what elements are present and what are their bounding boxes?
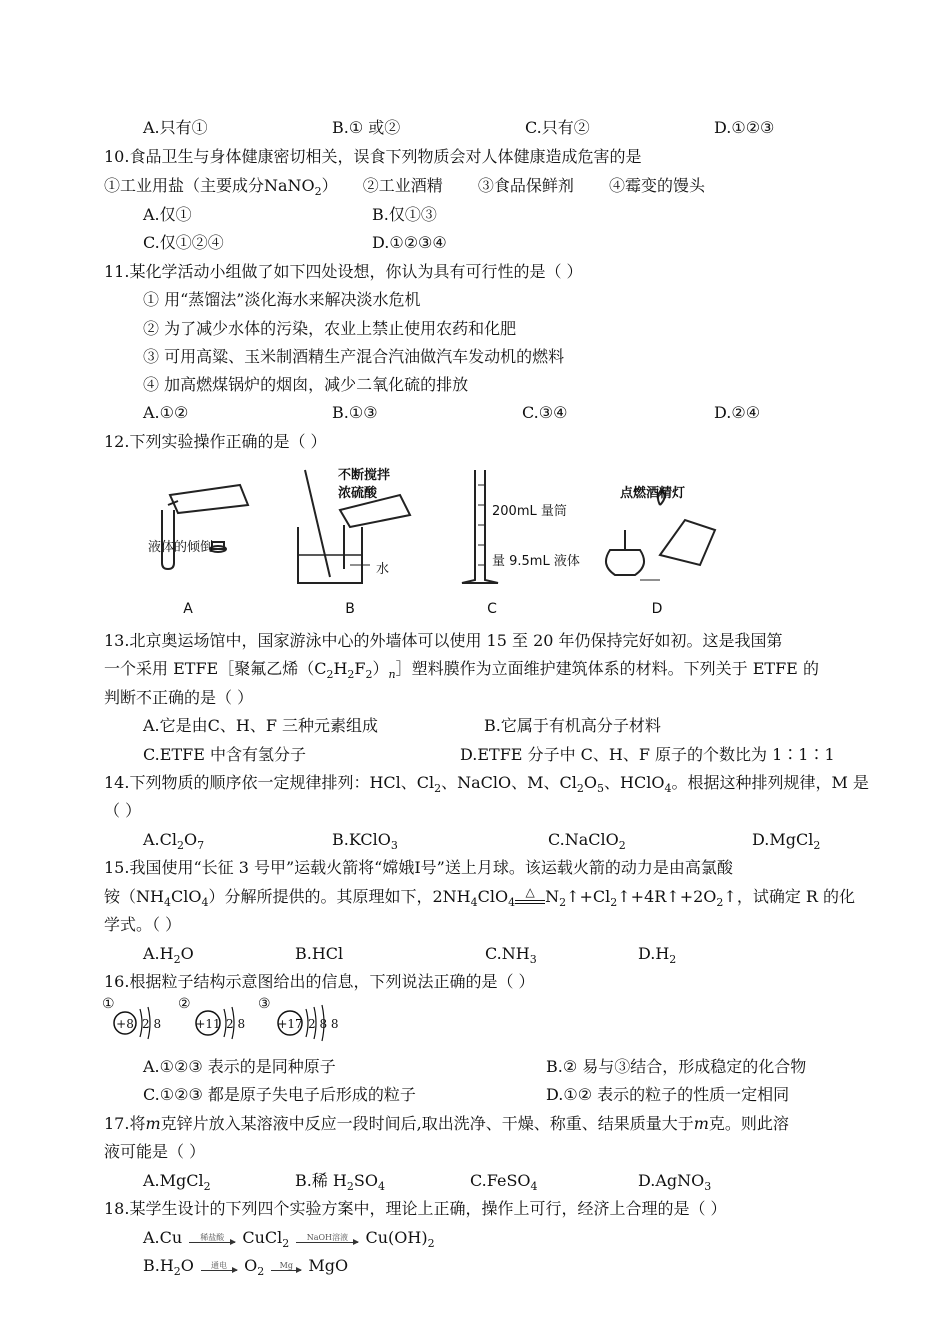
q11-option-c: C.③④	[522, 403, 568, 422]
alcohol-lamp	[606, 550, 644, 575]
q16-option-c: C.①②③ 都是原子失电子后形成的粒子	[143, 1085, 416, 1104]
q17-line-1: 17.将m克锌片放入某溶液中反应一段时间后,取出洗净、干燥、称重、结果质量大于m克。则此溶	[104, 1114, 789, 1133]
q10-items: ①工业用盐（主要成分NaNO$_2$） ②工业酒精 ③食品保鲜剂 ④霉变的馒头	[104, 176, 706, 199]
q9-option-a: A.只有①	[143, 118, 208, 137]
svg-text:③: ③	[258, 996, 271, 1012]
q15-option-c: $C.NH_3$	[485, 944, 537, 967]
q9-option-c: C.只有②	[525, 118, 590, 137]
q15-option-b: B.HCl	[295, 944, 344, 963]
q14-option-a: $A.Cl_2O_7$	[143, 830, 205, 853]
label-lighting: 点燃酒精灯	[620, 486, 686, 501]
q18-stem: 18.某学生设计的下列四个实验方案中，理论上正确，操作上可行，经济上合理的是（ ）	[104, 1199, 727, 1218]
q12-stem: 12.下列实验操作正确的是（ ）	[104, 432, 327, 451]
q18-option-a: A.Cu 稀盐酸 CuCl$_2$ NaOH溶液 $Cu(OH)_2$	[143, 1228, 435, 1251]
fig-label-c: C	[487, 601, 497, 617]
q10-option-c: C.仅①②④	[143, 233, 224, 252]
q17-option-d: D.AgNO$_3$	[638, 1171, 712, 1194]
q9-option-b: B.① 或②	[332, 118, 401, 137]
reagent-bottle	[170, 485, 248, 513]
q14-option-d: D.MgCl$_2$	[752, 830, 821, 853]
q11-option-b: B.①③	[332, 403, 378, 422]
q16-option-a: A.①②③ 表示的是同种原子	[143, 1057, 336, 1076]
heat-triangle: △	[525, 885, 535, 899]
q13-option-a: A.它是由C、H、F 三种元素组成	[143, 716, 379, 735]
q15-line-1: 15.我国使用“长征 3 号甲”运载火箭将“嫦娥Ⅰ号”送上月球。该运载火箭的动力是由高氯酸	[104, 858, 733, 877]
q15-option-d: $D.H_2$	[638, 944, 677, 967]
label-acid: 浓硫酸	[338, 486, 378, 501]
q11-statement-1: ① 用“蒸馏法”淡化海水来解决淡水危机	[143, 290, 421, 309]
q13-option-d: D.ETFE 分子中 C、H、F 原子的个数比为 1∶1∶1	[460, 745, 835, 764]
q17-option-c: C.FeSO$_4$	[470, 1171, 538, 1194]
second-lamp	[660, 520, 715, 565]
q14-option-b: B.KClO$_3$	[332, 830, 398, 853]
svg-text:2 8: 2 8	[226, 1017, 246, 1031]
label-measure: 量 9.5mL 液体	[492, 554, 580, 569]
q15-line-2: 铵$(NH_4ClO_4)$分解所提供的。其原理如下，$2NH_4ClO_4^\triangle$ $N_2↑+Cl_2↑+4R↑+2O_2↑$，试确定 R 的化	[104, 885, 856, 910]
label-stirring: 不断搅拌	[338, 468, 391, 483]
label-pouring: 液体的倾倒	[148, 540, 214, 555]
svg-text:2 8 8: 2 8 8	[308, 1017, 339, 1031]
q13-line-3: 判断不正确的是（ ）	[104, 688, 254, 707]
q11-option-d: D.②④	[714, 403, 761, 422]
glass-rod	[305, 470, 330, 577]
q11-stem: 11.某化学活动小组做了如下四处设想，你认为具有可行性的是（ ）	[104, 262, 583, 281]
q14-line-2: （ ）	[104, 801, 142, 820]
fig-label-d: D	[651, 601, 663, 617]
fig-label-a: A	[183, 601, 193, 617]
svg-text:+17: +17	[277, 1017, 303, 1031]
fig-label-b: B	[345, 601, 355, 617]
q11-statement-4: ④ 加高燃煤锅炉的烟囱，减少二氧化硫的排放	[143, 375, 469, 394]
q10-option-a: A.仅①	[143, 205, 192, 224]
svg-text:+11: +11	[195, 1017, 221, 1031]
svg-text:2 8: 2 8	[142, 1017, 162, 1031]
q17-line-2: 液可能是（ ）	[104, 1142, 206, 1161]
q11-statement-3: ③ 可用高粱、玉米制酒精生产混合汽油做汽车发动机的燃料	[143, 347, 565, 366]
q18-option-b: $B.H_2O$ 通电 $O_2$ Mg MgO	[143, 1256, 349, 1279]
q13-line-2: 一个采用 ETFE［聚氟乙烯$(C_2H_2F_2)_n]$塑料膜作为立面维护建筑体系的材料。下列关于 ETFE 的	[104, 659, 819, 682]
label-water: 水	[376, 562, 390, 577]
q16-option-d: D.①② 表示的粒子的性质一定相同	[546, 1085, 790, 1104]
q15-line-3: 学式。（ ）	[104, 915, 182, 934]
q14-option-c: C.NaClO$_2$	[548, 830, 626, 853]
svg-text:①: ①	[102, 996, 115, 1012]
q16-option-b: B.② 易与③结合，形成稳定的化合物	[546, 1057, 807, 1076]
q13-option-b: B.它属于有机高分子材料	[484, 716, 661, 735]
label-cylinder: 200mL 量筒	[492, 504, 567, 519]
q10-option-b: B.仅①③	[372, 205, 437, 224]
q11-option-a: A.①②	[143, 403, 189, 422]
q10-option-d: D.①②③④	[372, 233, 447, 252]
q16-stem: 16.根据粒子结构示意图给出的信息，下列说法正确的是（ ）	[104, 972, 535, 991]
q11-statement-2: ② 为了减少水体的污染，农业上禁止使用农药和化肥	[143, 319, 517, 338]
q9-option-d: D.①②③	[714, 118, 775, 137]
q13-line-1: 13.北京奥运场馆中，国家游泳中心的外墙体可以使用 15 至 20 年仍保持完好如初。这是我国第	[104, 631, 783, 650]
svg-text:+8: +8	[116, 1017, 134, 1031]
q15-option-a: $A.H_2O$	[143, 944, 194, 967]
q12-figure	[140, 465, 760, 595]
svg-text:②: ②	[178, 996, 191, 1012]
q17-option-a: A.MgCl$_2$	[143, 1171, 211, 1194]
q10-stem: 10.食品卫生与身体健康密切相关，误食下列物质会对人体健康造成危害的是	[104, 147, 642, 166]
q16-atom-diagrams	[100, 995, 360, 1045]
q13-option-c: C.ETFE 中含有氢分子	[143, 745, 306, 764]
q17-option-b: B.稀 $H_2SO_4$	[295, 1171, 385, 1194]
q14-line-1: 14.下列物质的顺序依一定规律排列：HCl、$Cl_2$、NaClO、M、$Cl_2O_5$、HClO$_4$。根据这种排列规律，M 是	[104, 773, 869, 796]
